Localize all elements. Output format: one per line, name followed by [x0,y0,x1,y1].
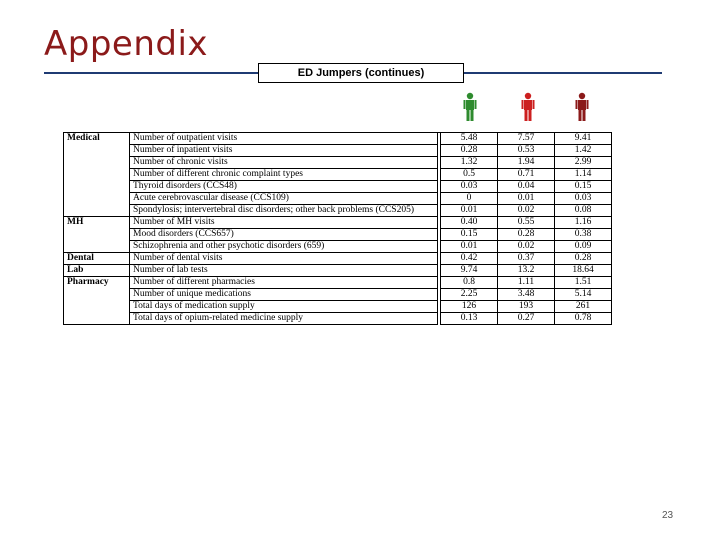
value-cell-red: 1.11 [498,277,555,289]
value-cell-green: 5.48 [441,133,498,145]
value-cell-green: 0 [441,193,498,205]
category-cell: MH [64,217,130,229]
value-cell-green: 0.03 [441,181,498,193]
variable-cell: Mood disorders (CCS657) [130,229,438,241]
value-cell-red: 0.55 [498,217,555,229]
table-row [64,169,612,181]
table-row [64,277,612,289]
category-cell: Pharmacy [64,277,130,289]
value-cell-darkred: 18.64 [555,265,612,277]
category-cell [64,289,130,301]
title-rule-right [464,72,662,74]
value-cell-darkred: 0.78 [555,313,612,325]
value-cell-red: 7.57 [498,133,555,145]
table-row [64,205,612,217]
variable-cell: Total days of opium-related medicine supply [130,313,438,325]
value-cell-darkred: 0.15 [555,181,612,193]
value-cell-green: 0.15 [441,229,498,241]
value-cell-red: 0.02 [498,241,555,253]
variable-cell: Schizophrenia and other psychotic disorders (659) [130,241,438,253]
subtitle-box [258,63,464,83]
category-cell [64,145,130,157]
category-cell [64,193,130,205]
table-row [64,265,612,277]
value-cell-red: 0.53 [498,145,555,157]
category-cell: Medical [64,133,130,145]
value-cell-green: 126 [441,301,498,313]
category-cell [64,205,130,217]
category-cell [64,301,130,313]
table-row [64,217,612,229]
value-cell-darkred: 5.14 [555,289,612,301]
table-row [64,133,612,145]
value-cell-darkred: 0.09 [555,241,612,253]
value-cell-green: 1.32 [441,157,498,169]
value-cell-red: 0.37 [498,253,555,265]
person-green-icon [463,92,477,122]
variable-cell: Number of lab tests [130,265,438,277]
variable-cell: Number of dental visits [130,253,438,265]
value-cell-darkred: 1.14 [555,169,612,181]
variable-cell: Thyroid disorders (CCS48) [130,181,438,193]
table-row [64,301,612,313]
table-row [64,193,612,205]
value-cell-green: 2.25 [441,289,498,301]
variable-cell: Number of chronic visits [130,157,438,169]
category-cell [64,181,130,193]
table-row [64,313,612,325]
variable-cell: Acute cerebrovascular disease (CCS109) [130,193,438,205]
value-cell-darkred: 1.51 [555,277,612,289]
value-cell-red: 13.2 [498,265,555,277]
value-cell-darkred: 0.28 [555,253,612,265]
page-number: 23 [662,510,674,521]
value-cell-green: 9.74 [441,265,498,277]
value-cell-darkred: 9.41 [555,133,612,145]
variable-cell: Total days of medication supply [130,301,438,313]
person-darkred-icon [575,92,589,122]
value-cell-green: 0.13 [441,313,498,325]
table-row [64,145,612,157]
category-cell [64,241,130,253]
value-cell-darkred: 1.42 [555,145,612,157]
value-cell-green: 0.01 [441,205,498,217]
table-row [64,253,612,265]
variable-cell: Spondylosis; intervertebral disc disorders; other back problems (CCS205) [130,205,438,217]
table-row [64,157,612,169]
value-cell-green: 0.01 [441,241,498,253]
title-rule-left [44,72,258,74]
table-row [64,289,612,301]
subtitle-text: ED Jumpers (continues) [297,67,425,79]
variable-cell: Number of inpatient visits [130,145,438,157]
category-cell [64,169,130,181]
category-cell [64,313,130,325]
value-cell-green: 0.40 [441,217,498,229]
value-cell-red: 0.27 [498,313,555,325]
value-cell-green: 0.5 [441,169,498,181]
value-cell-red: 0.71 [498,169,555,181]
value-cell-darkred: 2.99 [555,157,612,169]
variable-cell: Number of different pharmacies [130,277,438,289]
category-cell: Lab [64,265,130,277]
variable-cell: Number of different chronic complaint types [130,169,438,181]
table-row [64,241,612,253]
value-cell-green: 0.8 [441,277,498,289]
value-cell-red: 193 [498,301,555,313]
value-cell-red: 1.94 [498,157,555,169]
value-cell-darkred: 261 [555,301,612,313]
value-cell-red: 0.04 [498,181,555,193]
person-red-icon [521,92,535,122]
category-cell [64,157,130,169]
slide-title: Appendix [44,24,209,64]
value-cell-darkred: 1.16 [555,217,612,229]
value-cell-darkred: 0.38 [555,229,612,241]
table-row [64,229,612,241]
variable-cell: Number of unique medications [130,289,438,301]
ed-jumpers-table [63,132,612,325]
value-cell-green: 0.28 [441,145,498,157]
value-cell-red: 0.28 [498,229,555,241]
variable-cell: Number of outpatient visits [130,133,438,145]
value-cell-red: 3.48 [498,289,555,301]
variable-cell: Number of MH visits [130,217,438,229]
value-cell-darkred: 0.08 [555,205,612,217]
value-cell-red: 0.01 [498,193,555,205]
category-cell [64,229,130,241]
category-cell: Dental [64,253,130,265]
table-row [64,181,612,193]
value-cell-green: 0.42 [441,253,498,265]
value-cell-darkred: 0.03 [555,193,612,205]
value-cell-red: 0.02 [498,205,555,217]
